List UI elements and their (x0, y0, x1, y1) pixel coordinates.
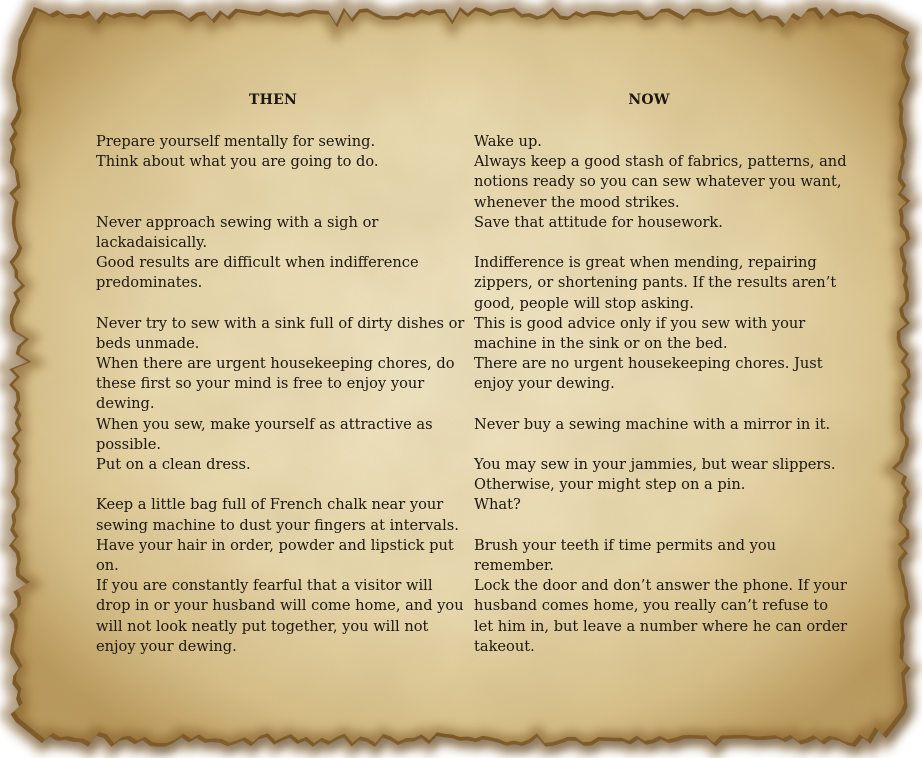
text-line: Always keep a good stash of fabrics, patterns, and (474, 153, 847, 171)
text-line: machine in the sink or on the bed. (474, 334, 728, 352)
blank-line (96, 294, 458, 314)
text-line: on. (96, 556, 119, 574)
text-line: Good results are difficult when indifference (96, 254, 419, 272)
text-line: When you sew, make yourself as attractive as (96, 415, 433, 433)
text-line: these first so your mind is free to enjoy your (96, 375, 425, 393)
text-line: Otherwise, your might step on a pin. (474, 476, 746, 494)
text-line: Keep a little bag full of French chalk near your (96, 496, 444, 514)
text-line: whenever the mood strikes. (474, 193, 680, 211)
text-line: enjoy your dewing. (474, 375, 615, 393)
text-line: Put on a clean dress. (96, 456, 251, 473)
text-line: remember. (474, 556, 554, 574)
text-line: Never approach sewing with a sigh or (96, 213, 379, 231)
text-line: This is good advice only if you sew with your (474, 314, 806, 332)
blank-line (96, 475, 458, 495)
blank-line (474, 394, 836, 414)
now-heading: NOW (628, 92, 670, 108)
text-line: drop in or your husband will come home, and you (96, 597, 464, 615)
text-line: What? (474, 496, 521, 514)
blank-line (474, 435, 836, 455)
text-line: When there are urgent housekeeping chores, do (96, 355, 455, 373)
text-line: predominates. (96, 274, 203, 292)
then-text-body (96, 132, 465, 657)
text-line: Prepare yourself mentally for sewing. (96, 133, 376, 150)
text-line: Brush your teeth if time permits and you (474, 536, 777, 554)
text-line: Wake up. (474, 133, 542, 150)
text-line: dewing. (96, 395, 155, 413)
text-line: If you are constantly fearful that a visitor will (96, 577, 433, 595)
blank-line (96, 172, 458, 192)
text-line: lackadaisically. (96, 233, 208, 251)
text-line: let him in, but leave a number where he can order (474, 617, 848, 635)
text-line: Have your hair in order, powder and lipstick put (96, 536, 454, 554)
text-line: You may sew in your jammies, but wear slippers. (474, 456, 836, 473)
text-line: Think about what you are going to do. (96, 153, 379, 171)
blank-line (474, 516, 836, 536)
text-line: beds unmade. (96, 334, 200, 352)
then-heading: THEN (249, 92, 297, 108)
text-line: good, people will stop asking. (474, 294, 694, 312)
text-line: Save that attitude for housework. (474, 213, 723, 231)
text-line: zippers, or shortening pants. If the results aren’t (474, 274, 837, 292)
text-line: Indifference is great when mending, repairing (474, 254, 817, 272)
blank-line (474, 233, 836, 253)
text-line: Never buy a sewing machine with a mirror in it. (474, 415, 831, 433)
text-line: husband comes home, you really can’t refuse to (474, 597, 829, 615)
text-line: possible. (96, 435, 162, 453)
now-text-body (474, 132, 848, 657)
text-line: There are no urgent housekeeping chores. Just (474, 355, 823, 373)
text-line: Never try to sew with a sink full of dirty dishes or (96, 314, 465, 332)
text-line: enjoy your dewing. (96, 637, 237, 655)
text-line: Lock the door and don’t answer the phone. If your (474, 577, 847, 595)
text-line: takeout. (474, 637, 535, 655)
text-line: will not look neatly put together, you will not (96, 617, 429, 635)
then-column (96, 90, 465, 657)
blank-line (96, 193, 458, 213)
text-line: notions ready so you can sew whatever you want, (474, 173, 842, 191)
now-column (474, 90, 848, 657)
text-line: sewing machine to dust your fingers at intervals. (96, 516, 459, 534)
